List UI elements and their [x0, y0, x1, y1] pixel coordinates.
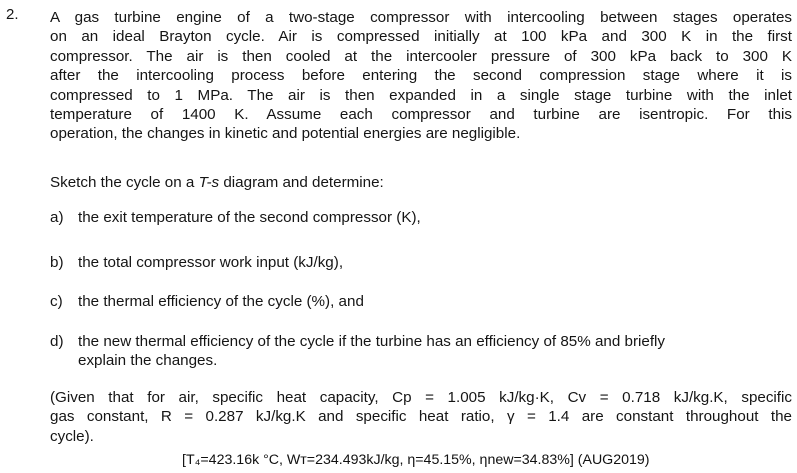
intro-line: after the intercooling process before entering the second compression stage where it is — [50, 67, 792, 85]
question-number: 2. — [6, 6, 19, 23]
intro-line: operation, the changes in kinetic and potential energies are negligible. — [50, 125, 521, 143]
sub-question-label: b) — [50, 254, 64, 271]
answer-key: [T₄=423.16k °C, Wᴛ=234.493kJ/kg, η=45.15%, ηnew=34.83%] (AUG2019) — [182, 452, 650, 468]
sub-question-text: the exit temperature of the second compressor (K), — [78, 209, 421, 226]
sub-question-text: the total compressor work input (kJ/kg), — [78, 254, 344, 271]
sub-question-label: a) — [50, 209, 64, 226]
sub-question-text: explain the changes. — [78, 352, 218, 370]
intro-line: temperature of 1400 K. Assume each compressor and turbine are isentropic. For this — [50, 106, 792, 124]
sketch-suffix: diagram and determine: — [219, 174, 384, 191]
given-line: gas constant, R = 0.287 kJ/kg.K and specific heat ratio, γ = 1.4 are constant throughout the — [50, 408, 792, 426]
intro-line: compressed to 1 MPa. The air is then expanded in a single stage turbine with the inlet — [50, 86, 792, 104]
intro-line: A gas turbine engine of a two-stage compressor with intercooling between stages operates — [50, 9, 792, 26]
sub-question-text: the new thermal efficiency of the cycle if the turbine has an efficiency of 85% and briefly — [78, 333, 666, 350]
given-line: (Given that for air, specific heat capacity, Cp = 1.005 kJ/kg·K, Cv = 0.718 kJ/kg.K, specific — [50, 389, 792, 406]
intro-line: compressor. The air is then cooled at the intercooler pressure of 300 kPa back to 300 K — [50, 47, 792, 65]
ts-diagram-term: T-s — [198, 174, 220, 191]
sub-question-text: the thermal efficiency of the cycle (%), and — [78, 293, 364, 310]
sub-question-label: c) — [50, 293, 63, 310]
sketch-prefix: Sketch the cycle on a — [50, 174, 199, 191]
sketch-instruction — [50, 173, 792, 192]
question-intro — [50, 8, 792, 144]
intro-line: on an ideal Brayton cycle. Air is compressed initially at 100 kPa and 300 K in the first — [50, 28, 792, 46]
given-line: cycle). — [50, 427, 94, 445]
sub-question-label: d) — [50, 333, 64, 350]
given-data — [50, 388, 792, 446]
